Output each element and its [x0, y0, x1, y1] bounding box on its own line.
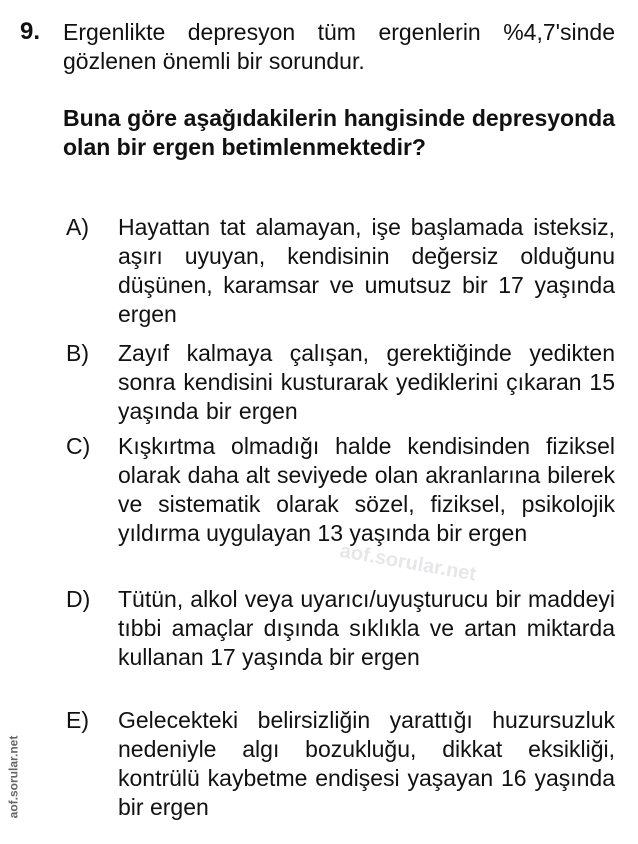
option-letter: B)	[66, 340, 89, 366]
question-number: 9.	[20, 18, 41, 45]
watermark-center: aof.sorular.net	[338, 540, 478, 586]
question-stem: Ergenlikte depresyon tüm ergenlerin %4,7'sinde gözlenen önemli bir sorundur.	[63, 19, 615, 74]
option-text: Gelecekteki belirsizliğin yarattığı huzursuzluk nedeniyle algı bozukluğu, dikkat eksikliği, kontrülü kaybetme endişesi yaşayan 16 yaşında bir ergen	[118, 707, 615, 820]
option-letter: D)	[66, 586, 91, 612]
option-letter: A)	[66, 214, 89, 240]
watermark-side: aof.sorular.net	[6, 735, 21, 819]
option-text: Kışkırtma olmadığı halde kendisinden fiziksel olarak daha alt seviyede olan akranlarına bilerek ve sistematik olarak sözel, fiziksel, psikolojik yıldırma uygulayan 13 yaşında bir ergen	[118, 433, 615, 546]
option-text: Tütün, alkol veya uyarıcı/uyuşturucu bir maddeyi tıbbi amaçlar dışında sıklıkla ve artan miktarda kullanan 17 yaşında bir ergen	[118, 586, 615, 670]
option-text: Zayıf kalmaya çalışan, gerektiğinde yedikten sonra kendisini kusturarak yediklerini çıkaran 15 yaşında bir ergen	[118, 340, 615, 424]
option-letter: C)	[66, 433, 91, 459]
question-prompt: Buna göre aşağıdakilerin hangisinde depresyonda olan bir ergen betimlenmektedir?	[63, 105, 615, 160]
option-letter: E)	[66, 707, 89, 733]
option-text: Hayattan tat alamayan, işe başlamada isteksiz, aşırı uyuyan, kendisinin değersiz olduğunu düşünen, karamsar ve umutsuz bir 17 yaşında ergen	[118, 214, 615, 327]
